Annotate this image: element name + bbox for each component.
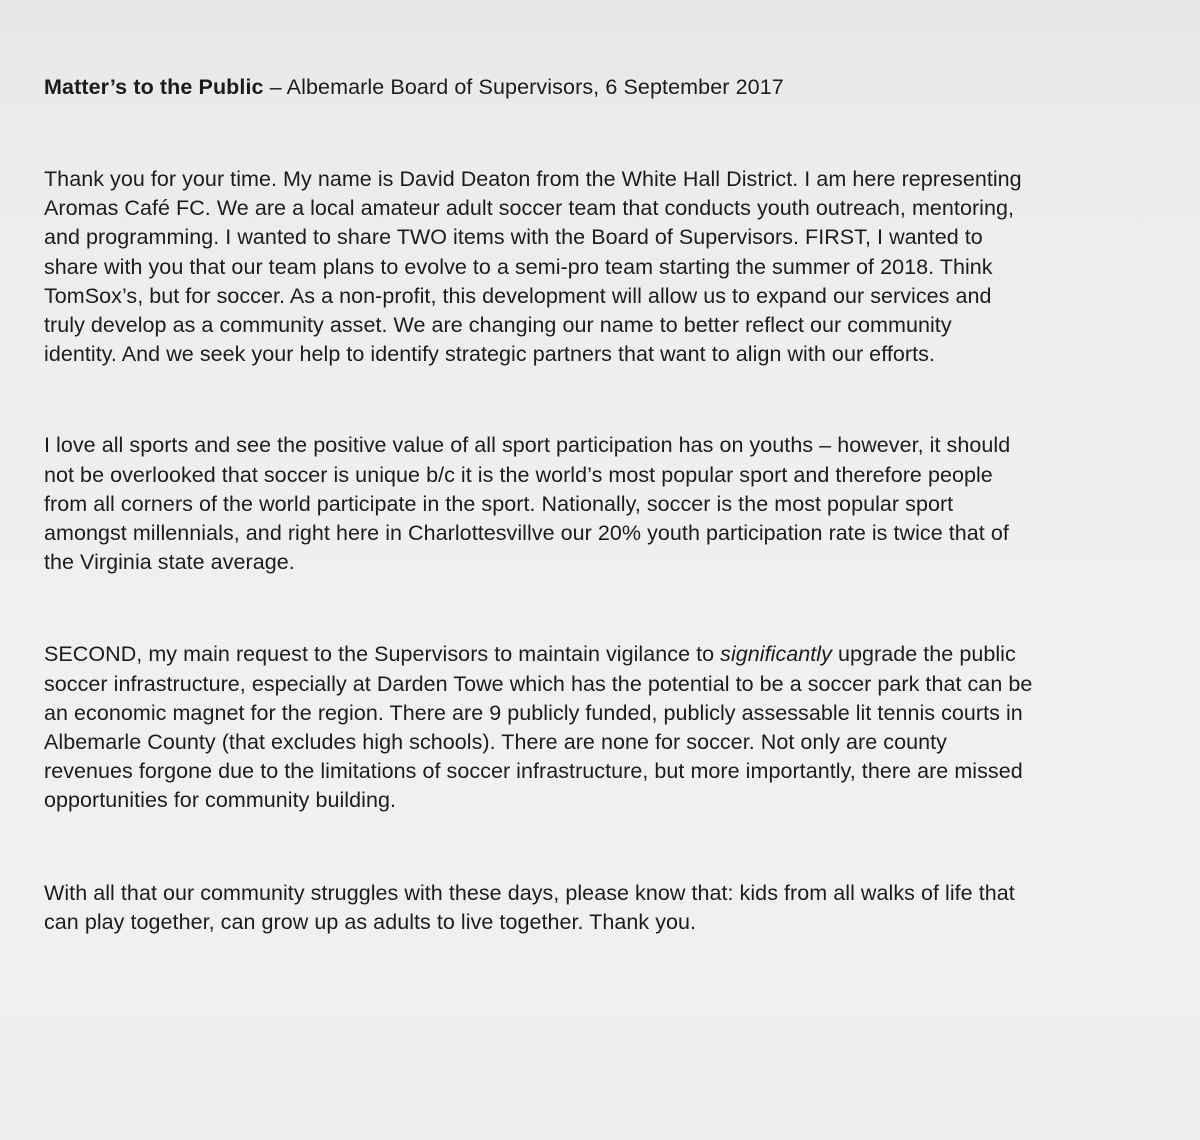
paragraph-line: not be overlooked that soccer is unique b/c it is the world’s most popular sport and therefore people (44, 462, 993, 487)
paragraph-line: TomSox’s, but for soccer. As a non-profit, this development will allow us to expand our services and (44, 283, 992, 308)
paragraph-line: soccer infrastructure, especially at Darden Towe which has the potential to be a soccer park that can be (44, 671, 1033, 696)
paragraph-sports-value (44, 431, 1160, 577)
line-text: SECOND, my main request to the Supervisors to maintain vigilance to (44, 642, 721, 667)
paragraph-line: can play together, can grow up as adults to live together. Thank you. (44, 909, 697, 934)
paragraph-line: Albemarle County (that excludes high schools). There are none for soccer. Not only are county (44, 730, 947, 755)
paragraph-line: Thank you for your time. My name is David Deaton from the White Hall District. I am here representing (44, 167, 1022, 191)
paragraph-introduction (44, 165, 1160, 369)
paragraph-line (44, 640, 1160, 669)
document-heading (44, 72, 1160, 102)
paragraph-closing (44, 879, 1160, 937)
paragraph-line: With all that our community struggles with these days, please know that: kids from all walks of life that (44, 880, 1015, 905)
paragraph-line: an economic magnet for the region. There are 9 publicly funded, publicly assessable lit tennis courts in (44, 700, 1023, 725)
paragraph-line: share with you that our team plans to evolve to a semi-pro team starting the summer of 2018. Think (44, 254, 993, 279)
paragraph-line: the Virginia state average. (44, 550, 295, 575)
paragraph-line: truly develop as a community asset. We are changing our name to better reflect our community (44, 313, 952, 338)
paragraph-second-request (44, 640, 1160, 815)
paragraph-line: and programming. I wanted to share TWO items with the Board of Supervisors. FIRST, I wanted to (44, 225, 983, 250)
emphasized-text: significantly (720, 642, 832, 667)
heading-title: Matter’s to the Public (44, 75, 264, 99)
paragraph-line: I love all sports and see the positive value of all sport participation has on youths – however, it should (44, 433, 1011, 458)
paragraph-line: revenues forgone due to the limitations of soccer infrastructure, but more importantly, there are missed (44, 759, 1023, 784)
heading-subtitle: – Albemarle Board of Supervisors, 6 September 2017 (263, 75, 784, 99)
paragraph-line: from all corners of the world participate in the sport. Nationally, soccer is the most popular sport (44, 491, 954, 516)
paragraph-line: identity. And we seek your help to identify strategic partners that want to align with our efforts. (44, 342, 935, 367)
paragraph-line: opportunities for community building. (44, 788, 397, 813)
paragraph-line: Aromas Café FC. We are a local amateur adult soccer team that conducts youth outreach, mentoring, (44, 196, 1015, 221)
paragraph-line: amongst millennials, and right here in Charlottesvillve our 20% youth participation rate is twice that of (44, 521, 1009, 546)
line-text: upgrade the public (831, 642, 1016, 667)
